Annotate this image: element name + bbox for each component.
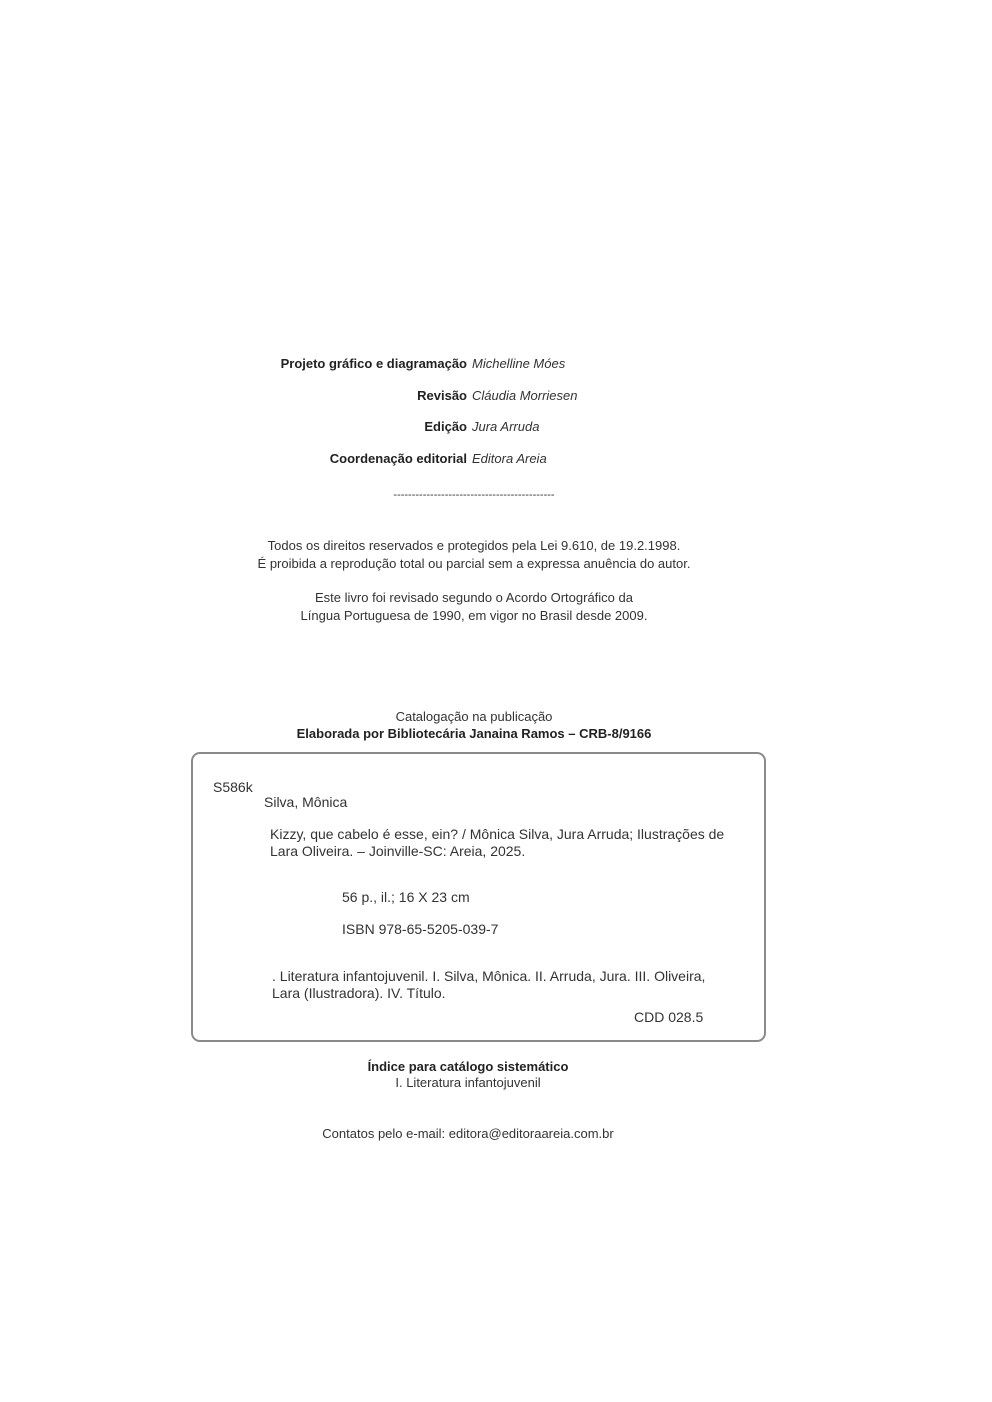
credit-role: Edição: [424, 419, 467, 434]
catalog-cdd: CDD 028.5: [634, 1009, 704, 1025]
credit-role: Coordenação editorial: [329, 450, 467, 466]
credit-role: Revisão: [417, 387, 467, 403]
catalog-subjects: [272, 968, 732, 1002]
index-title: Índice para catálogo sistemático: [367, 1059, 569, 1074]
catalog-header-librarian: Elaborada por Bibliotecária Janaina Ramos – CRB-8/9166: [296, 726, 652, 741]
credit-row-design: [0, 356, 992, 388]
credit-name: Editora Areia: [472, 450, 547, 466]
credit-name: Jura Arruda: [472, 419, 540, 434]
orthography-notice: [0, 589, 948, 624]
catalog-card: [191, 752, 766, 1042]
catalog-header-title: Catalogação na publicação: [395, 709, 553, 724]
credit-role: Projeto gráfico e diagramação: [280, 356, 467, 371]
credit-row-coordination: [0, 451, 992, 483]
copyright-line: É proibida a reprodução total ou parcial sem a expressa anuência do autor.: [257, 555, 691, 571]
index-entry: I. Literatura infantojuvenil: [395, 1075, 541, 1090]
credit-name: Cláudia Morriesen: [472, 387, 578, 403]
catalog-title-entry: [270, 826, 740, 860]
catalog-subject-line: . Literatura infantojuvenil. I. Silva, Mônica. II. Arruda, Jura. III. Oliveira,: [272, 968, 706, 984]
copyright-line: Todos os direitos reservados e protegidos pela Lei 9.610, de 19.2.1998.: [267, 538, 681, 553]
contact-email: Contatos pelo e-mail: editora@editoraareia.com.br: [322, 1126, 614, 1141]
credit-row-edition: [0, 419, 992, 451]
credit-row-revision: [0, 388, 992, 420]
catalog-header: [0, 708, 948, 742]
credits-block: [0, 356, 992, 482]
credit-name: Michelline Móes: [472, 356, 566, 371]
catalog-title-line: Lara Oliveira. – Joinville-SC: Areia, 2025.: [270, 843, 526, 859]
orthography-line: Língua Portuguesa de 1990, em vigor no Brasil desde 2009.: [300, 607, 648, 623]
catalog-pages: 56 p., il.; 16 X 23 cm: [342, 889, 470, 905]
copyright-notice: [0, 537, 948, 572]
catalog-isbn: ISBN 978-65-5205-039-7: [342, 921, 499, 937]
catalog-author: Silva, Mônica: [264, 794, 348, 810]
orthography-line: Este livro foi revisado segundo o Acordo Ortográfico da: [315, 590, 633, 605]
call-number: S586k: [213, 779, 253, 795]
catalog-subject-line: Lara (Ilustradora). IV. Título.: [272, 985, 446, 1001]
systematic-index: [0, 1059, 936, 1091]
dashed-separator: --------------------------------------------: [393, 489, 555, 501]
catalog-title-line: Kizzy, que cabelo é esse, ein? / Mônica Silva, Jura Arruda; Ilustrações de: [270, 826, 725, 842]
